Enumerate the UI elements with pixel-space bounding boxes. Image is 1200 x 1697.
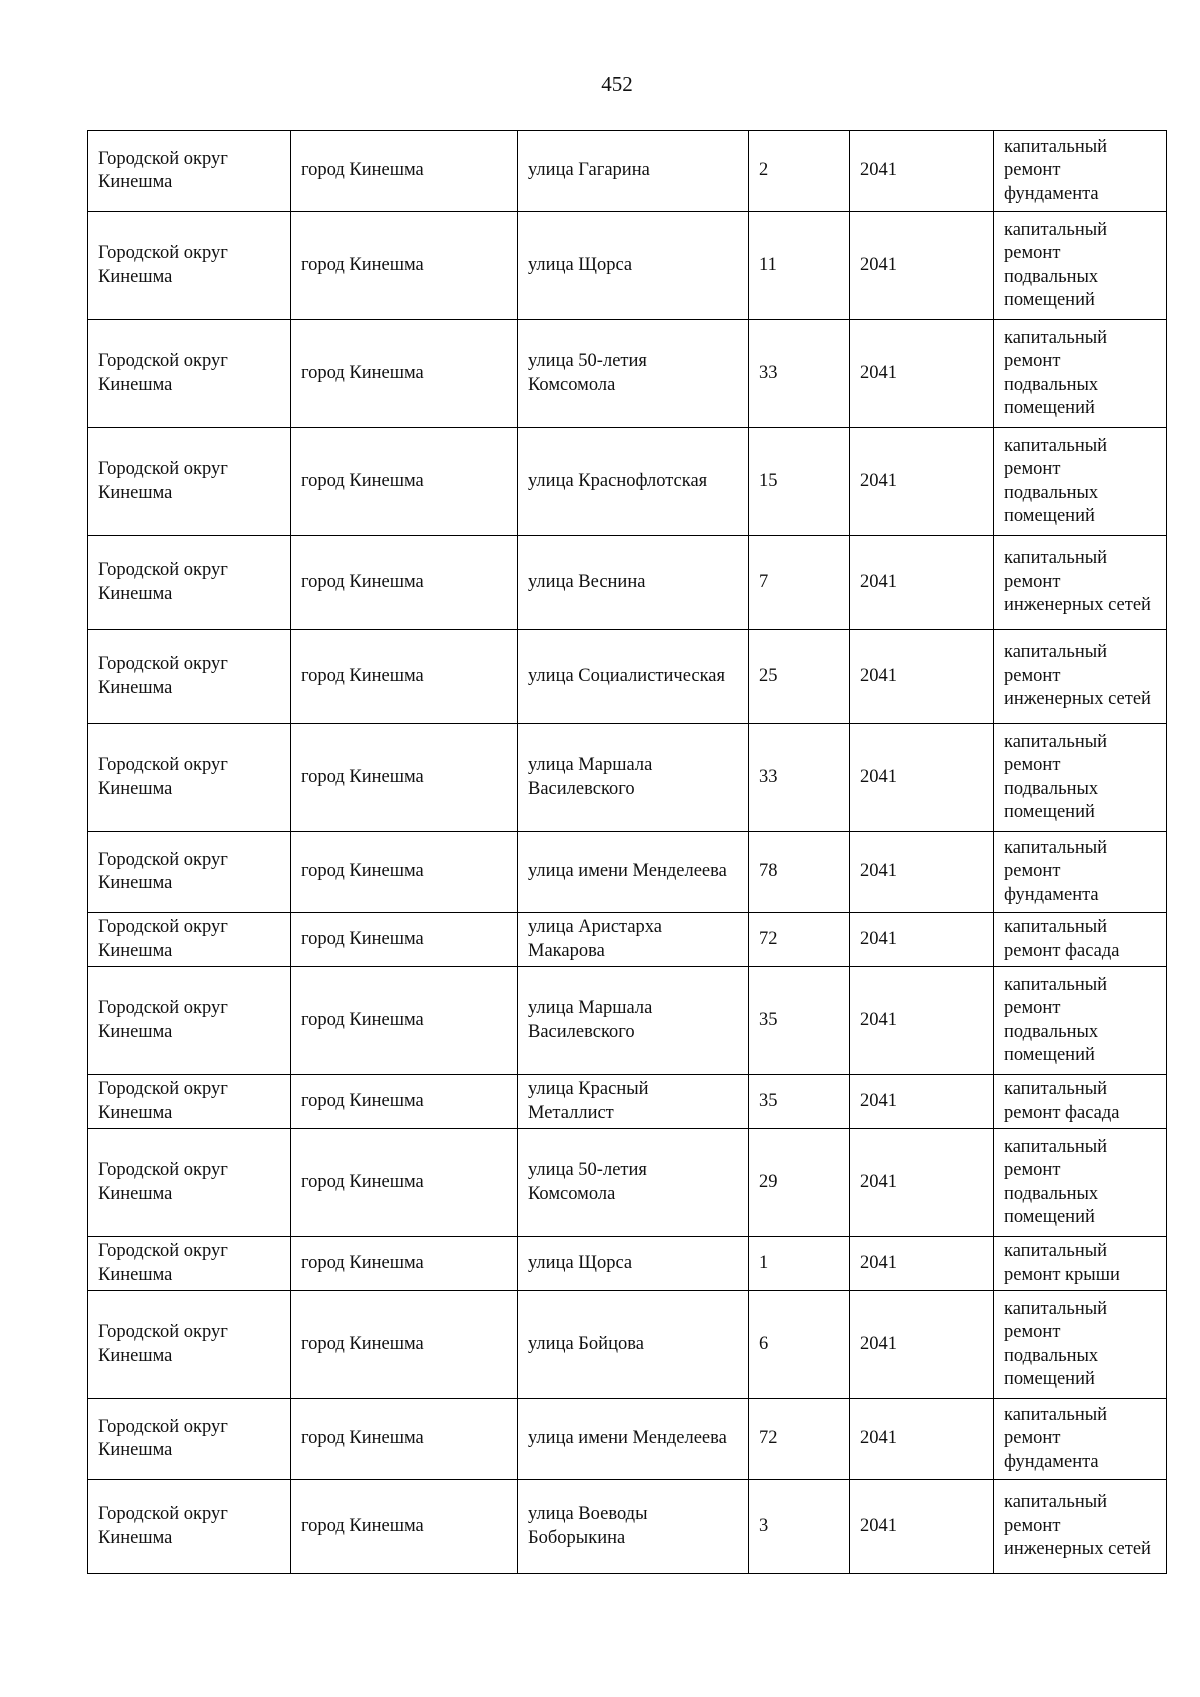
okrug-cell: Городской округ Кинешма (88, 1237, 291, 1291)
year-cell: 2041 (850, 320, 994, 428)
okrug-cell: Городской округ Кинешма (88, 832, 291, 913)
repair-type-cell: капитальный ремонт инженерных сетей (994, 536, 1167, 630)
okrug-cell: Городской округ Кинешма (88, 131, 291, 212)
city-cell: город Кинешма (291, 967, 518, 1075)
city-cell: город Кинешма (291, 320, 518, 428)
table-row (88, 832, 1167, 913)
repair-type-cell: капитальный ремонт подвальных помещений (994, 1129, 1167, 1237)
year-cell: 2041 (850, 832, 994, 913)
house-number-cell: 2 (749, 131, 850, 212)
city-cell: город Кинешма (291, 428, 518, 536)
year-cell: 2041 (850, 630, 994, 724)
street-cell: улица Маршала Василевского (518, 967, 749, 1075)
table-row (88, 1237, 1167, 1291)
okrug-cell: Городской округ Кинешма (88, 967, 291, 1075)
street-cell: улица Гагарина (518, 131, 749, 212)
okrug-cell: Городской округ Кинешма (88, 320, 291, 428)
street-cell: улица Аристарха Макарова (518, 913, 749, 967)
okrug-cell: Городской округ Кинешма (88, 536, 291, 630)
street-cell: улица Веснина (518, 536, 749, 630)
house-number-cell: 25 (749, 630, 850, 724)
year-cell: 2041 (850, 1075, 994, 1129)
okrug-cell: Городской округ Кинешма (88, 724, 291, 832)
street-cell: улица Социалистическая (518, 630, 749, 724)
table-row (88, 1399, 1167, 1480)
year-cell: 2041 (850, 1291, 994, 1399)
house-number-cell: 35 (749, 967, 850, 1075)
year-cell: 2041 (850, 724, 994, 832)
repair-type-cell: капитальный ремонт подвальных помещений (994, 428, 1167, 536)
year-cell: 2041 (850, 1399, 994, 1480)
year-cell: 2041 (850, 1237, 994, 1291)
year-cell: 2041 (850, 428, 994, 536)
okrug-cell: Городской округ Кинешма (88, 630, 291, 724)
repair-type-cell: капитальный ремонт подвальных помещений (994, 724, 1167, 832)
house-number-cell: 6 (749, 1291, 850, 1399)
street-cell: улица Маршала Василевского (518, 724, 749, 832)
house-number-cell: 33 (749, 724, 850, 832)
street-cell: улица Красный Металлист (518, 1075, 749, 1129)
repair-type-cell: капитальный ремонт фасада (994, 913, 1167, 967)
repair-type-cell: капитальный ремонт инженерных сетей (994, 1480, 1167, 1574)
city-cell: город Кинешма (291, 832, 518, 913)
table-row (88, 913, 1167, 967)
table-row (88, 1075, 1167, 1129)
table-row (88, 536, 1167, 630)
street-cell: улица имени Менделеева (518, 1399, 749, 1480)
okrug-cell: Городской округ Кинешма (88, 1129, 291, 1237)
house-number-cell: 15 (749, 428, 850, 536)
okrug-cell: Городской округ Кинешма (88, 1291, 291, 1399)
year-cell: 2041 (850, 913, 994, 967)
housing-repair-table (87, 130, 1167, 1574)
repair-type-cell: капитальный ремонт фундамента (994, 131, 1167, 212)
repair-type-cell: капитальный ремонт фундамента (994, 1399, 1167, 1480)
house-number-cell: 33 (749, 320, 850, 428)
street-cell: улица Бойцова (518, 1291, 749, 1399)
okrug-cell: Городской округ Кинешма (88, 1399, 291, 1480)
okrug-cell: Городской округ Кинешма (88, 212, 291, 320)
house-number-cell: 78 (749, 832, 850, 913)
city-cell: город Кинешма (291, 1129, 518, 1237)
table-row (88, 967, 1167, 1075)
year-cell: 2041 (850, 1480, 994, 1574)
table-row (88, 131, 1167, 212)
street-cell: улица 50-летия Комсомола (518, 1129, 749, 1237)
house-number-cell: 72 (749, 913, 850, 967)
table-row (88, 1480, 1167, 1574)
repair-type-cell: капитальный ремонт крыши (994, 1237, 1167, 1291)
city-cell: город Кинешма (291, 630, 518, 724)
page-number: 452 (601, 72, 633, 96)
street-cell: улица имени Менделеева (518, 832, 749, 913)
year-cell: 2041 (850, 967, 994, 1075)
table-row (88, 212, 1167, 320)
okrug-cell: Городской округ Кинешма (88, 913, 291, 967)
city-cell: город Кинешма (291, 131, 518, 212)
repair-type-cell: капитальный ремонт подвальных помещений (994, 967, 1167, 1075)
house-number-cell: 1 (749, 1237, 850, 1291)
city-cell: город Кинешма (291, 1291, 518, 1399)
okrug-cell: Городской округ Кинешма (88, 1480, 291, 1574)
house-number-cell: 29 (749, 1129, 850, 1237)
table-body (88, 131, 1167, 1574)
city-cell: город Кинешма (291, 1075, 518, 1129)
year-cell: 2041 (850, 131, 994, 212)
city-cell: город Кинешма (291, 913, 518, 967)
year-cell: 2041 (850, 1129, 994, 1237)
house-number-cell: 7 (749, 536, 850, 630)
house-number-cell: 35 (749, 1075, 850, 1129)
house-number-cell: 11 (749, 212, 850, 320)
repair-type-cell: капитальный ремонт фасада (994, 1075, 1167, 1129)
repair-type-cell: капитальный ремонт фундамента (994, 832, 1167, 913)
street-cell: улица Щорса (518, 1237, 749, 1291)
street-cell: улица Щорса (518, 212, 749, 320)
house-number-cell: 72 (749, 1399, 850, 1480)
table-row (88, 320, 1167, 428)
okrug-cell: Городской округ Кинешма (88, 428, 291, 536)
table-row (88, 1129, 1167, 1237)
table-row (88, 1291, 1167, 1399)
city-cell: город Кинешма (291, 1237, 518, 1291)
table-row (88, 724, 1167, 832)
street-cell: улица Воеводы Боборыкина (518, 1480, 749, 1574)
street-cell: улица Краснофлотская (518, 428, 749, 536)
repair-type-cell: капитальный ремонт подвальных помещений (994, 320, 1167, 428)
street-cell: улица 50-летия Комсомола (518, 320, 749, 428)
repair-type-cell: капитальный ремонт подвальных помещений (994, 1291, 1167, 1399)
city-cell: город Кинешма (291, 212, 518, 320)
repair-type-cell: капитальный ремонт инженерных сетей (994, 630, 1167, 724)
city-cell: город Кинешма (291, 1399, 518, 1480)
city-cell: город Кинешма (291, 724, 518, 832)
okrug-cell: Городской округ Кинешма (88, 1075, 291, 1129)
table-row (88, 428, 1167, 536)
repair-type-cell: капитальный ремонт подвальных помещений (994, 212, 1167, 320)
year-cell: 2041 (850, 212, 994, 320)
house-number-cell: 3 (749, 1480, 850, 1574)
year-cell: 2041 (850, 536, 994, 630)
table-row (88, 630, 1167, 724)
city-cell: город Кинешма (291, 536, 518, 630)
city-cell: город Кинешма (291, 1480, 518, 1574)
